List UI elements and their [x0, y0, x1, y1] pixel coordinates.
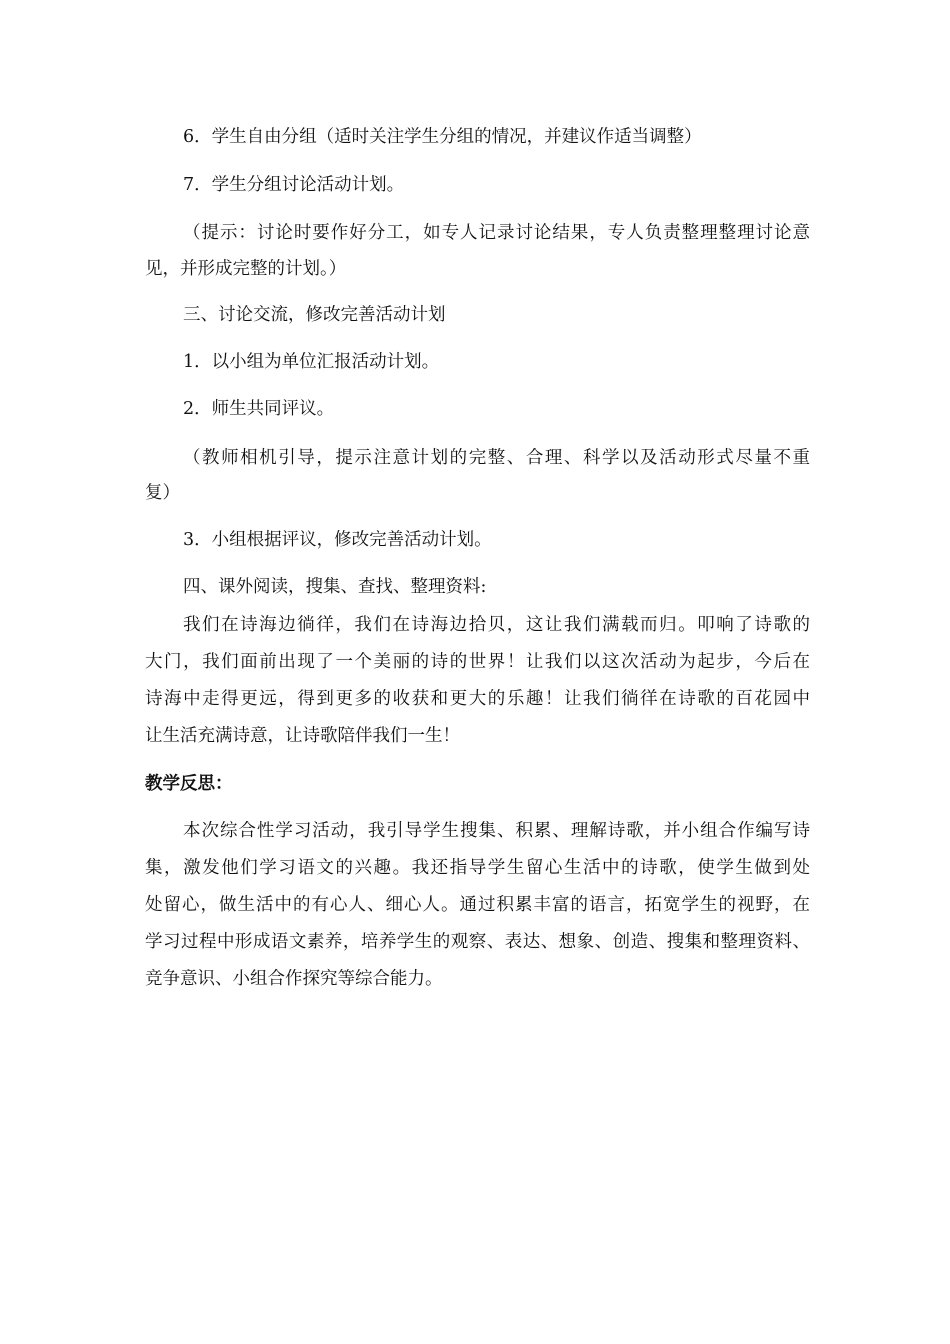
section-3-heading: 三、讨论交流，修改完善活动计划 — [183, 305, 446, 325]
step-7-text: 7．学生分组讨论活动计划。 — [183, 175, 405, 195]
reflection-paragraph-line-2: 集，激发他们学习语文的兴趣。我还指导学生留心生活中的诗歌，使学生做到处 — [145, 858, 810, 878]
closing-paragraph-line-4: 让生活充满诗意，让诗歌陪伴我们一生！ — [145, 726, 460, 746]
section-3-step-3: 3．小组根据评议，修改完善活动计划。 — [183, 530, 492, 550]
reflection-paragraph-line-1: 本次综合性学习活动，我引导学生搜集、积累、理解诗歌，并小组合作编写诗 — [183, 821, 810, 841]
closing-paragraph-line-2: 大门，我们面前出现了一个美丽的诗的世界！让我们以这次活动为起步，今后在 — [145, 652, 810, 672]
reflection-paragraph-line-5: 竞争意识、小组合作探究等综合能力。 — [145, 969, 443, 989]
reflection-paragraph-line-3: 处留心，做生活中的有心人、细心人。通过积累丰富的语言，拓宽学生的视野，在 — [145, 895, 810, 915]
teacher-guide-line-1: （教师相机引导，提示注意计划的完整、合理、科学以及活动形式尽量不重 — [183, 448, 810, 468]
reflection-heading: 教学反思： — [145, 774, 233, 794]
closing-paragraph-line-3: 诗海中走得更远，得到更多的收获和更大的乐趣！让我们徜徉在诗歌的百花园中 — [145, 689, 810, 709]
reflection-paragraph-line-4: 学习过程中形成语文素养，培养学生的观察、表达、想象、创造、搜集和整理资料、 — [145, 932, 810, 952]
closing-paragraph-line-1: 我们在诗海边徜徉，我们在诗海边拾贝，这让我们满载而归。叩响了诗歌的 — [183, 615, 810, 635]
hint-paragraph-line-2: 见，并形成完整的计划。） — [145, 259, 347, 279]
section-3-step-2: 2．师生共同评议。 — [183, 399, 335, 419]
hint-paragraph-line-1: （提示：讨论时要作好分工，如专人记录讨论结果，专人负责整理整理讨论意 — [183, 223, 810, 243]
teacher-guide-line-2: 复） — [145, 483, 180, 503]
section-3-step-1: 1．以小组为单位汇报活动计划。 — [183, 352, 440, 372]
step-6-text: 6．学生自由分组（适时关注学生分组的情况，并建议作适当调整） — [183, 127, 702, 147]
section-4-heading: 四、课外阅读，搜集、查找、整理资料: — [183, 577, 487, 597]
